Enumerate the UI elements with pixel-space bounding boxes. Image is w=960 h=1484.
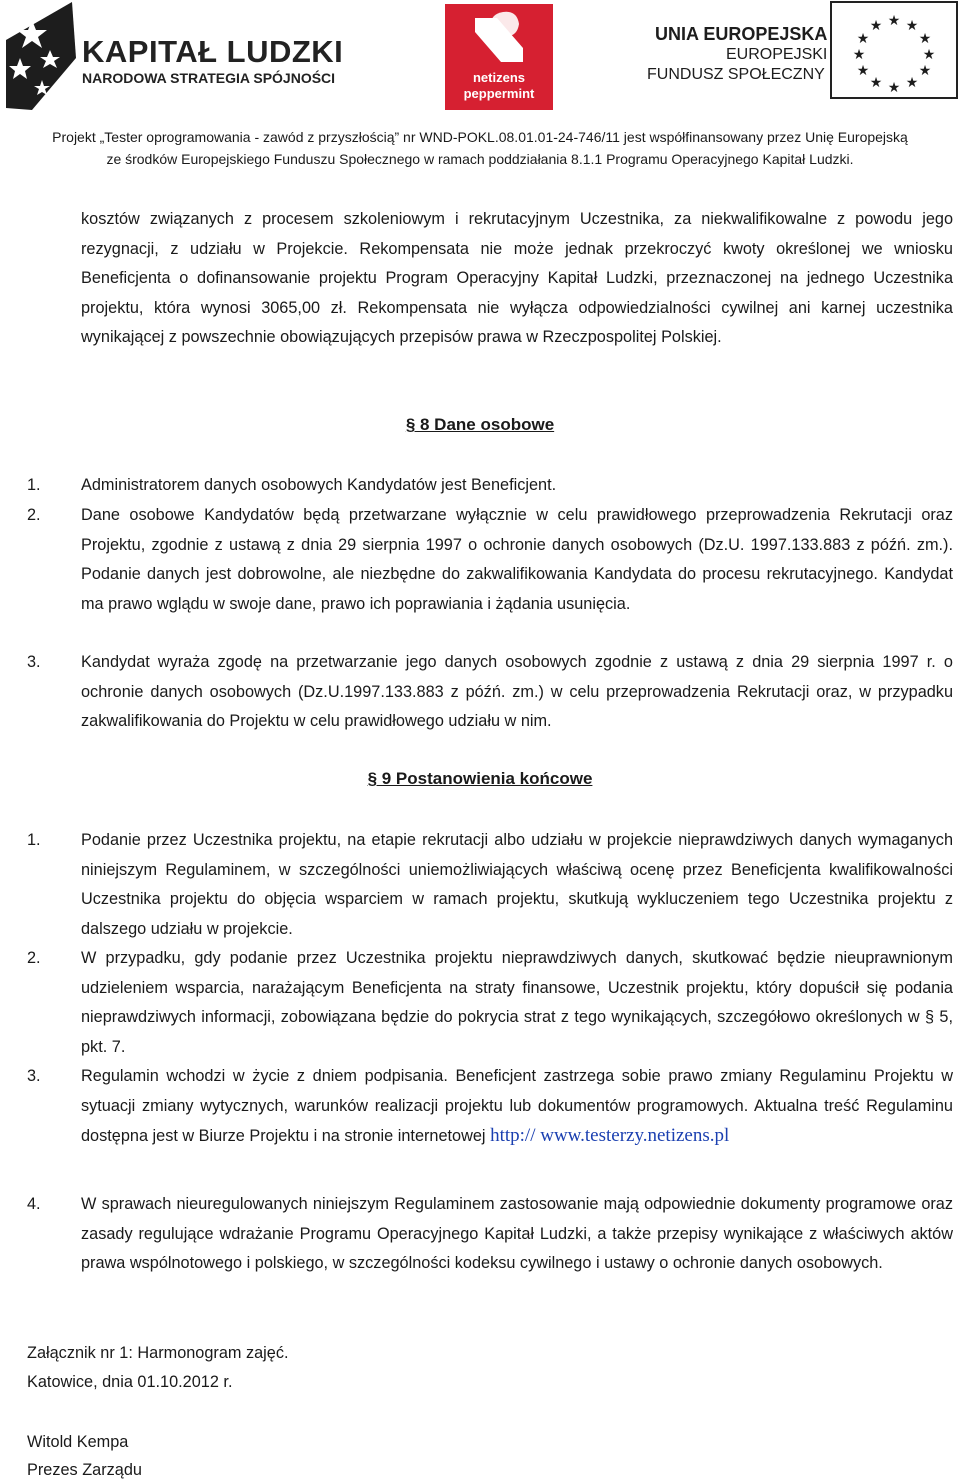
kapital-ludzki-title: KAPITAŁ LUDZKI (82, 34, 344, 69)
netizens-emblem-icon (445, 4, 553, 70)
eu-flag-logo (830, 1, 958, 99)
list-number: 2. (27, 949, 41, 967)
svg-text:★: ★ (852, 47, 866, 63)
list-number: 3. (27, 1067, 41, 1085)
list-text (81, 1062, 953, 1152)
svg-text:★: ★ (869, 18, 883, 34)
list-text-body: Regulamin wchodzi w życie z dniem podpisania. Beneficjent zastrzega sobie prawo zmiany Regulaminu Projektu w sytuacji zmiany wytycznych, warunków realizacji projektu lub dokumentów programowych. Aktualna treść Regulaminu dostępna jest w Biurze Projektu i na stronie internetowej (81, 1067, 953, 1145)
list-text: W sprawach nieuregulowanych niniejszym Regulaminem zastosowanie mają odpowiednie dokumenty programowe oraz zasady regulujące wdrażanie Programu Operacyjnego Kapitał Ludzki, a także przepisy wynikające z właściwych aktów prawa wspólnotowego i polskiego, w szczególności kodeksu cywilnego i ustawy o ochronie danych osobowych. (81, 1195, 953, 1272)
netizens-label: netizens (472, 70, 525, 85)
project-info (0, 126, 960, 170)
list-number: 2. (27, 506, 41, 524)
place-date: Katowice, dnia 01.10.2012 r. (27, 1373, 233, 1391)
eu-stars-icon (832, 3, 956, 97)
signer-name: Witold Kempa (27, 1433, 129, 1451)
project-info-line2: ze środków Europejskiego Funduszu Społecznego w ramach poddziałania 8.1.1 Programu Operacyjnego Kapitał Ludzki. (106, 151, 854, 167)
list-text: Podanie przez Uczestnika projektu, na etapie rekrutacji albo udziału w projekcie nieprawdziwych danych wymaganych niniejszym Regulaminem, w szczególności uniemożliwiających właściwą ocenę przez Beneficjenta kwalifikowalności Uczestnika projektu do objęcia wsparciem w ramach projektu, skutkują wykluczeniem tego Uczestnika projektu z dalszego udziału w projekcie. (81, 831, 953, 938)
kapital-ludzki-subtitle: NARODOWA STRATEGIA SPÓJNOŚCI (82, 70, 336, 86)
list-number: 4. (27, 1195, 41, 1213)
svg-text:★: ★ (856, 31, 870, 47)
svg-text:★: ★ (869, 75, 883, 91)
svg-text:★: ★ (905, 75, 919, 91)
svg-text:★: ★ (887, 13, 901, 29)
attachment-note: Załącznik nr 1: Harmonogram zajęć. (27, 1344, 289, 1362)
kapital-ludzki-logo (2, 0, 362, 112)
list-number: 3. (27, 653, 41, 671)
project-info-line1: Projekt „Tester oprogramowania - zawód z przyszłością” nr WND-POKL.08.01.01-24-746/11 jest współfinansowany przez Unię Europejską (52, 129, 908, 145)
intro-paragraph: kosztów związanych z procesem szkoleniowym i rekrutacyjnym Uczestnika, za niekwalifikowalne z powodu jego rezygnacji, z udziału w Projekcie. Rekompensata nie może jednak przekroczyć kwoty określonej we wniosku Beneficjenta o dofinansowanie projektu Program Operacyjny Kapitał Ludzki, przeznaczonej na jednego Uczestnika projektu, która wynosi 3065,00 zł. Rekompensata nie wyłącza odpowiedzialności cywilnej ani karnej uczestnika wynikającej z powszechnie obowiązujących przepisów prawa w Rzeczpospolitej Polskiej. (81, 210, 953, 346)
eu-fund-label-line1: EUROPEJSKI (726, 46, 828, 63)
svg-text:★: ★ (905, 18, 919, 34)
svg-text:★: ★ (918, 31, 932, 47)
section-9-heading: § 9 Postanowienia końcowe (367, 769, 593, 788)
eu-fund-label-line2: FUNDUSZ SPOŁECZNY (647, 66, 825, 83)
netizens-peppermint-logo (445, 4, 553, 110)
svg-text:★: ★ (918, 63, 932, 79)
signer-title: Prezes Zarządu (27, 1461, 142, 1479)
kapital-ludzki-emblem-icon (2, 0, 82, 112)
project-website-link[interactable]: http:// www.testerzy.netizens.pl (490, 1125, 730, 1146)
peppermint-label: peppermint (463, 86, 535, 101)
svg-text:★: ★ (856, 63, 870, 79)
list-number: 1. (27, 831, 41, 849)
section-8-heading: § 8 Dane osobowe (405, 415, 555, 434)
list-text: Dane osobowe Kandydatów będą przetwarzane wyłącznie w celu prawidłowego przeprowadzenia Rekrutacji oraz Projektu, zgodnie z ustawą z dnia 29 sierpnia 1997 o ochronie danych osobowych (Dz.U. 1997.133.883 z późń. zm.). Podanie danych jest dobrowolne, ale niezbędne do zakwalifikowania Kandydata do procesu rekrutacyjnego. Kandydat ma prawo wglądu w swoje dane, prawo ich poprawiania i żądania usunięcia. (81, 506, 953, 613)
list-text: W przypadku, gdy podanie przez Uczestnika projektu nieprawdziwych danych, skutkować będzie nieuprawnionym udzieleniem wsparcia, narażającym Beneficjenta na straty finansowe, Uczestnik projektu, który dopuścił się podania nieprawdziwych informacji, zobowiązana będzie do pokrycia strat z tego wynikających, szczegółowo określonych w § 5, pkt. 7. (81, 949, 953, 1056)
list-text: Kandydat wyraża zgodę na przetwarzanie jego danych osobowych zgodnie z ustawą z dnia 29 sierpnia 1997 r. o ochronie danych osobowych (Dz.U.1997.133.883 z późń. zm.) w celu przeprowadzenia Rekrutacji oraz, w przypadku zakwalifikowania do Projektu w celu prawidłowego udziału w nim. (81, 653, 953, 730)
list-text: Administratorem danych osobowych Kandydatów jest Beneficjent. (81, 476, 557, 494)
list-number: 1. (27, 476, 41, 494)
eu-union-label: UNIA EUROPEJSKA (655, 24, 828, 44)
document-header (0, 0, 960, 167)
svg-text:★: ★ (887, 80, 901, 96)
svg-text:★: ★ (922, 47, 936, 63)
